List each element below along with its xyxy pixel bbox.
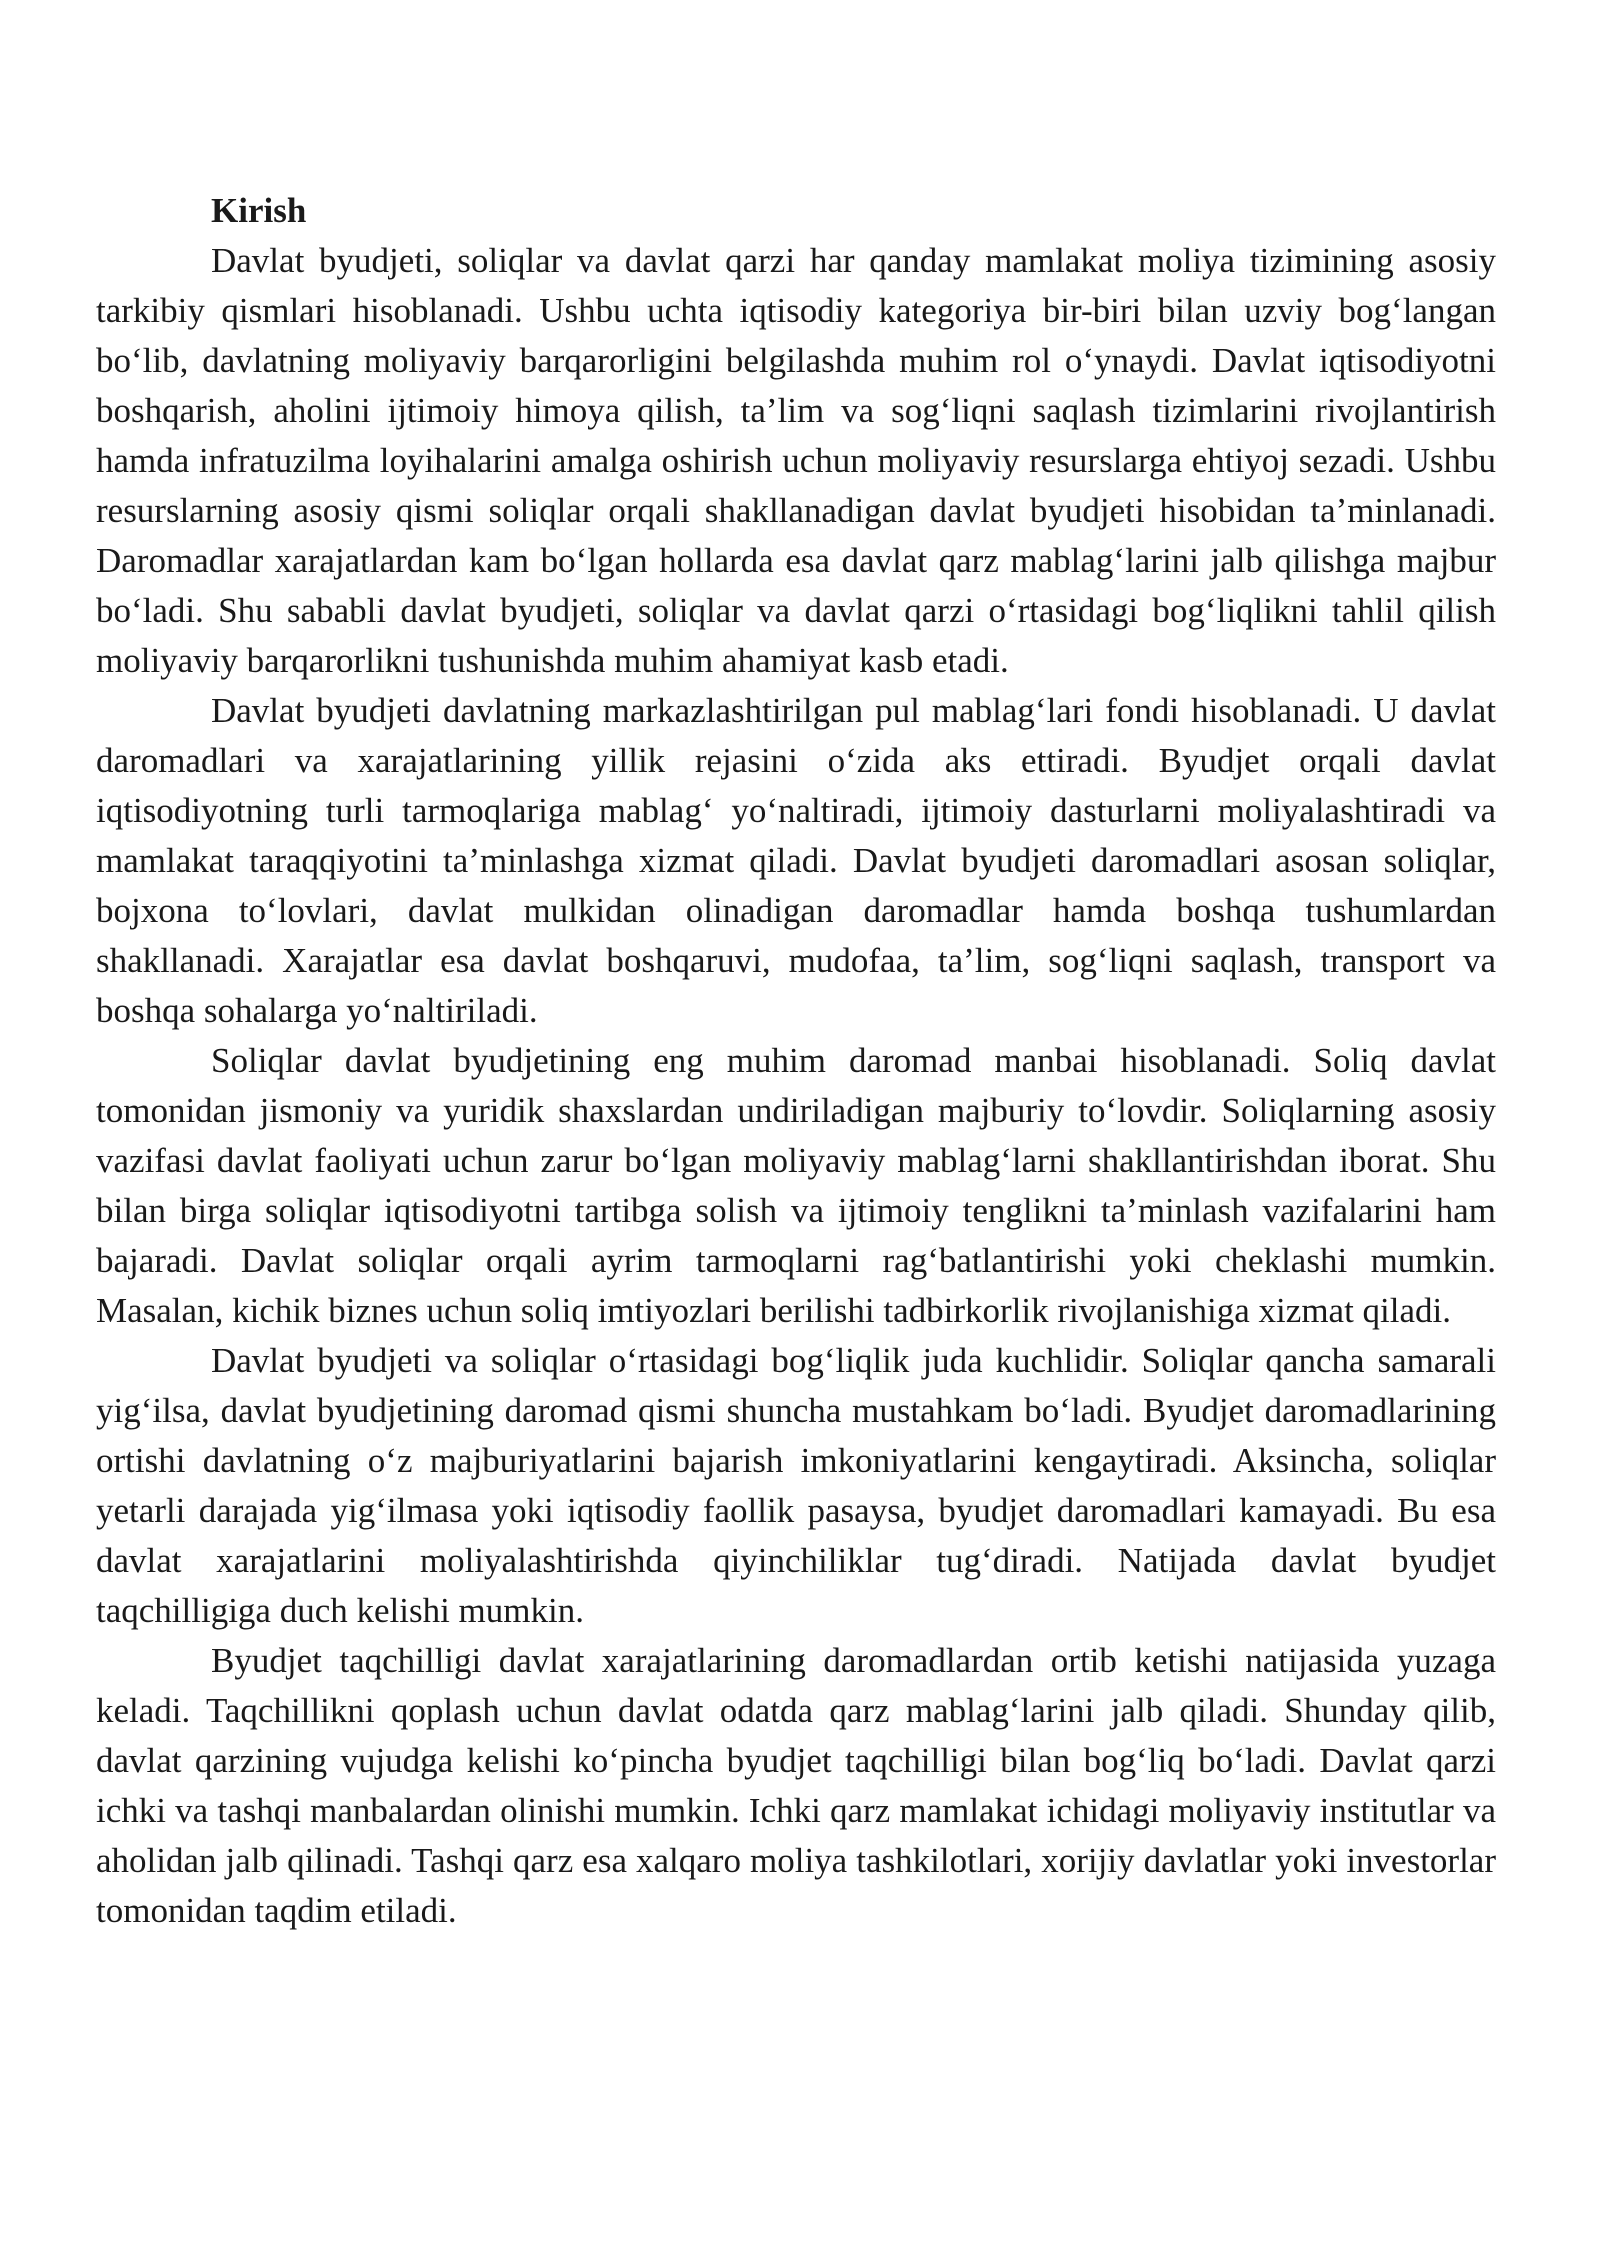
- section-heading: Kirish: [211, 191, 307, 230]
- paragraph: Davlat byudjeti va soliqlar o‘rtasidagi bog‘liqlik juda kuchlidir. Soliqlar qancha samarali yig‘ilsa, davlat byudjetining daromad qismi shuncha mustahkam bo‘ladi. Byudjet daromadlarining ortishi davlatning o‘z majburiyatlarini bajarish imkoniyatlarini kengaytiradi. Aksincha, soliqlar yetarli darajada yig‘ilmasa yoki iqtisodiy faollik pasaysa, byudjet daromadlari kamayadi. Bu esa davlat xarajatlarini moliyalashtirishda qiyinchiliklar tug‘diradi. Natijada davlat byudjet taqchilligiga duch kelishi mumkin.: [96, 1341, 1496, 1630]
- paragraph: Soliqlar davlat byudjetining eng muhim daromad manbai hisoblanadi. Soliq davlat tomonidan jismoniy va yuridik shaxslardan undiriladigan majburiy to‘lovdir. Soliqlarning asosiy vazifasi davlat faoliyati uchun zarur bo‘lgan moliyaviy mablag‘larni shakllantirishdan iborat. Shu bilan birga soliqlar iqtisodiyotni tartibga solish va ijtimoiy tenglikni ta’minlash vazifalarini ham bajaradi. Davlat soliqlar orqali ayrim tarmoqlarni rag‘batlantirishi yoki cheklashi mumkin. Masalan, kichik biznes uchun soliq imtiyozlari berilishi tadbirkorlik rivojlanishiga xizmat qiladi.: [96, 1041, 1496, 1330]
- paragraph: Davlat byudjeti davlatning markazlashtirilgan pul mablag‘lari fondi hisoblanadi. U davlat daromadlari va xarajatlarining yillik rejasini o‘zida aks ettiradi. Byudjet orqali davlat iqtisodiyotning turli tarmoqlariga mablag‘ yo‘naltiradi, ijtimoiy dasturlarni moliyalashtiradi va mamlakat taraqqiyotini ta’minlashga xizmat qiladi. Davlat byudjeti daromadlari asosan soliqlar, bojxona to‘lovlari, davlat mulkidan olinadigan daromadlar hamda boshqa tushumlardan shakllanadi. Xarajatlar esa davlat boshqaruvi, mudofaa, ta’lim, sog‘liqni saqlash, transport va boshqa sohalarga yo‘naltiriladi.: [96, 691, 1496, 1030]
- document-body: [96, 186, 1496, 1936]
- paragraph: Davlat byudjeti, soliqlar va davlat qarzi har qanday mamlakat moliya tizimining asosiy tarkibiy qismlari hisoblanadi. Ushbu uchta iqtisodiy kategoriya bir-biri bilan uzviy bog‘langan bo‘lib, davlatning moliyaviy barqarorligini belgilashda muhim rol o‘ynaydi. Davlat iqtisodiyotni boshqarish, aholini ijtimoiy himoya qilish, ta’lim va sog‘liqni saqlash tizimlarini rivojlantirish hamda infratuzilma loyihalarini amalga oshirish uchun moliyaviy resurslarga ehtiyoj sezadi. Ushbu resurslarning asosiy qismi soliqlar orqali shakllanadigan davlat byudjeti hisobidan ta’minlanadi. Daromadlar xarajatlardan kam bo‘lgan hollarda esa davlat qarz mablag‘larini jalb qilishga majbur bo‘ladi. Shu sababli davlat byudjeti, soliqlar va davlat qarzi o‘rtasidagi bog‘liqlikni tahlil qilish moliyaviy barqarorlikni tushunishda muhim ahamiyat kasb etadi.: [96, 241, 1496, 680]
- paragraph: Byudjet taqchilligi davlat xarajatlarining daromadlardan ortib ketishi natijasida yuzaga keladi. Taqchillikni qoplash uchun davlat odatda qarz mablag‘larini jalb qiladi. Shunday qilib, davlat qarzining vujudga kelishi ko‘pincha byudjet taqchilligi bilan bog‘liq bo‘ladi. Davlat qarzi ichki va tashqi manbalardan olinishi mumkin. Ichki qarz mamlakat ichidagi moliyaviy institutlar va aholidan jalb qilinadi. Tashqi qarz esa xalqaro moliya tashkilotlari, xorijiy davlatlar yoki investorlar tomonidan taqdim etiladi.: [96, 1641, 1496, 1930]
